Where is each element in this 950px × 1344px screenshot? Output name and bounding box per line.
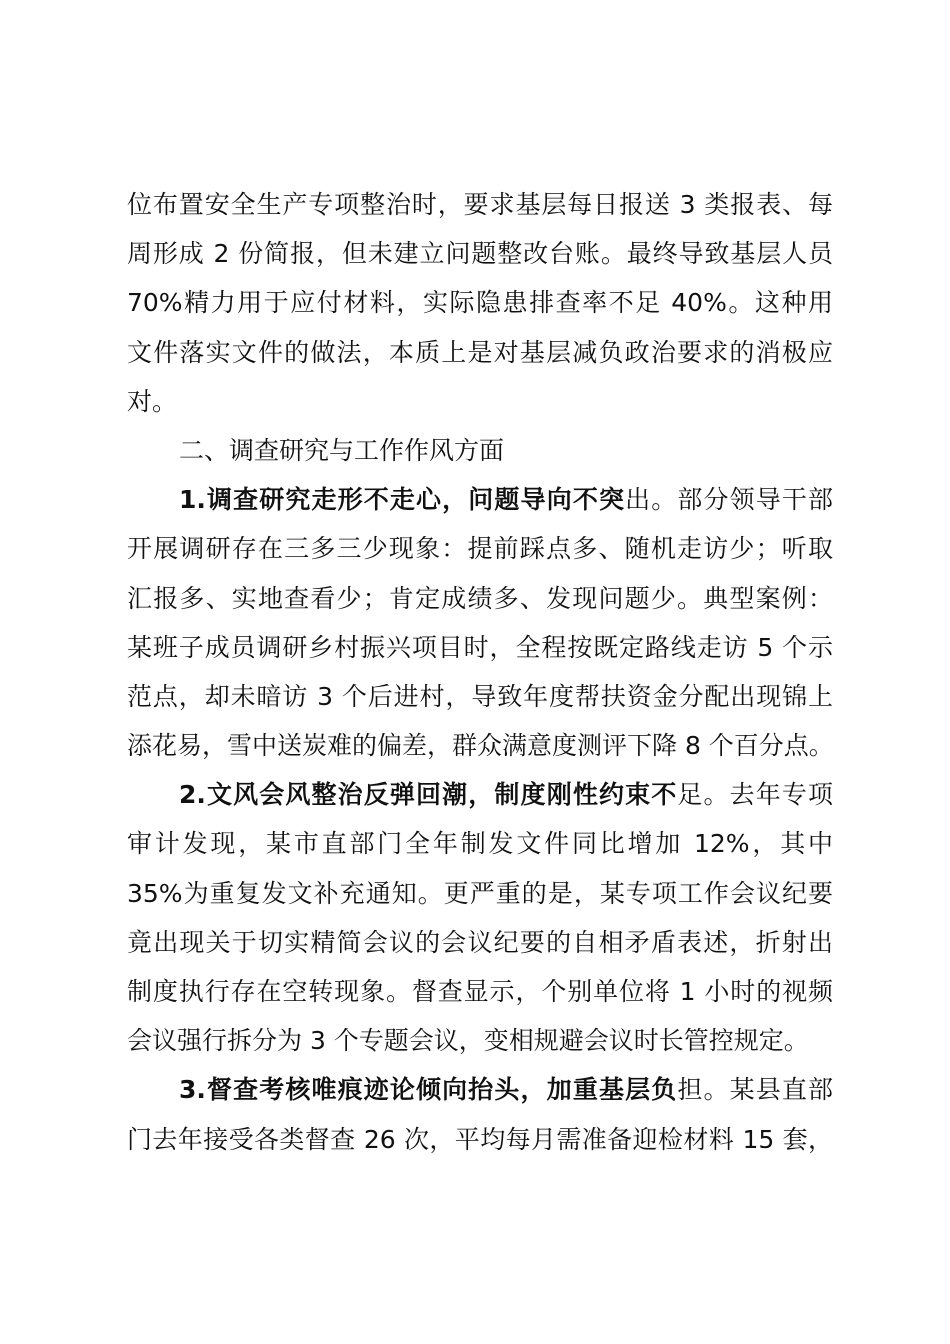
text-line: 添花易，雪中送炭难的偏差，群众满意度测评下降 8 个百分点。 [127,731,834,761]
text-line: 审计发现，某市直部门全年制发文件同比增加 12%，其中 [127,829,833,859]
text-line: 门去年接受各类督查 26 次，平均每月需准备迎检材料 15 套， [127,1124,833,1154]
text-line: 对。 [127,386,178,416]
item-first-line [127,770,833,819]
text-line: 会议强行拆分为 3 个专题会议，变相规避会议时长管控规定。 [127,1026,809,1056]
text-line: 位布置安全生产专项整治时，要求基层每日报送 3 类报表、每 [127,190,833,219]
item-heading-rest: 足。去年专项 [677,780,833,810]
list-item [127,1065,833,1163]
list-item [127,475,833,770]
text-line: 70%精力用于应付材料，实际隐患排查率不足 40%。这种用 [127,288,833,318]
document-body [127,180,833,1164]
text-line: 周形成 2 份简报，但未建立问题整改台账。最终导致基层人员 [127,239,833,269]
text-line: 35%为重复发文补充通知。更严重的是，某专项工作会议纪要 [127,878,833,908]
text-line: 文件落实文件的做法，本质上是对基层减负政治要求的消极应 [127,337,833,367]
item-heading-rest: 出。部分领导干部 [625,485,833,515]
list-item [127,770,833,1065]
paragraph-continued [127,180,833,426]
text-line: 制度执行存在空转现象。督查显示，个别单位将 1 小时的视频 [127,977,833,1006]
text-line: 某班子成员调研乡村振兴项目时，全程按既定路线走访 5 个示 [127,632,833,662]
text-line: 开展调研存在三多三少现象：提前踩点多、随机走访少；听取 [127,534,833,564]
item-heading: 1.调查研究走形不走心，问题导向不突 [179,485,626,515]
item-heading-rest: 担。某县直部 [677,1075,833,1105]
item-first-line [127,1065,833,1114]
text-line: 汇报多、实地查看少；肯定成绩多、发现问题少。典型案例： [127,583,833,613]
item-first-line [127,475,833,524]
item-heading: 3.督查考核唯痕迹论倾向抬头，加重基层负 [179,1075,678,1105]
section-heading: 二、调查研究与工作作风方面 [179,435,505,465]
item-heading: 2.文风会风整治反弹回潮，制度刚性约束不 [179,780,678,810]
text-line: 竟出现关于切实精简会议的会议纪要的自相矛盾表述，折射出 [127,927,833,957]
text-line: 范点，却未暗访 3 个后进村，导致年度帮扶资金分配出现锦上 [127,681,833,711]
